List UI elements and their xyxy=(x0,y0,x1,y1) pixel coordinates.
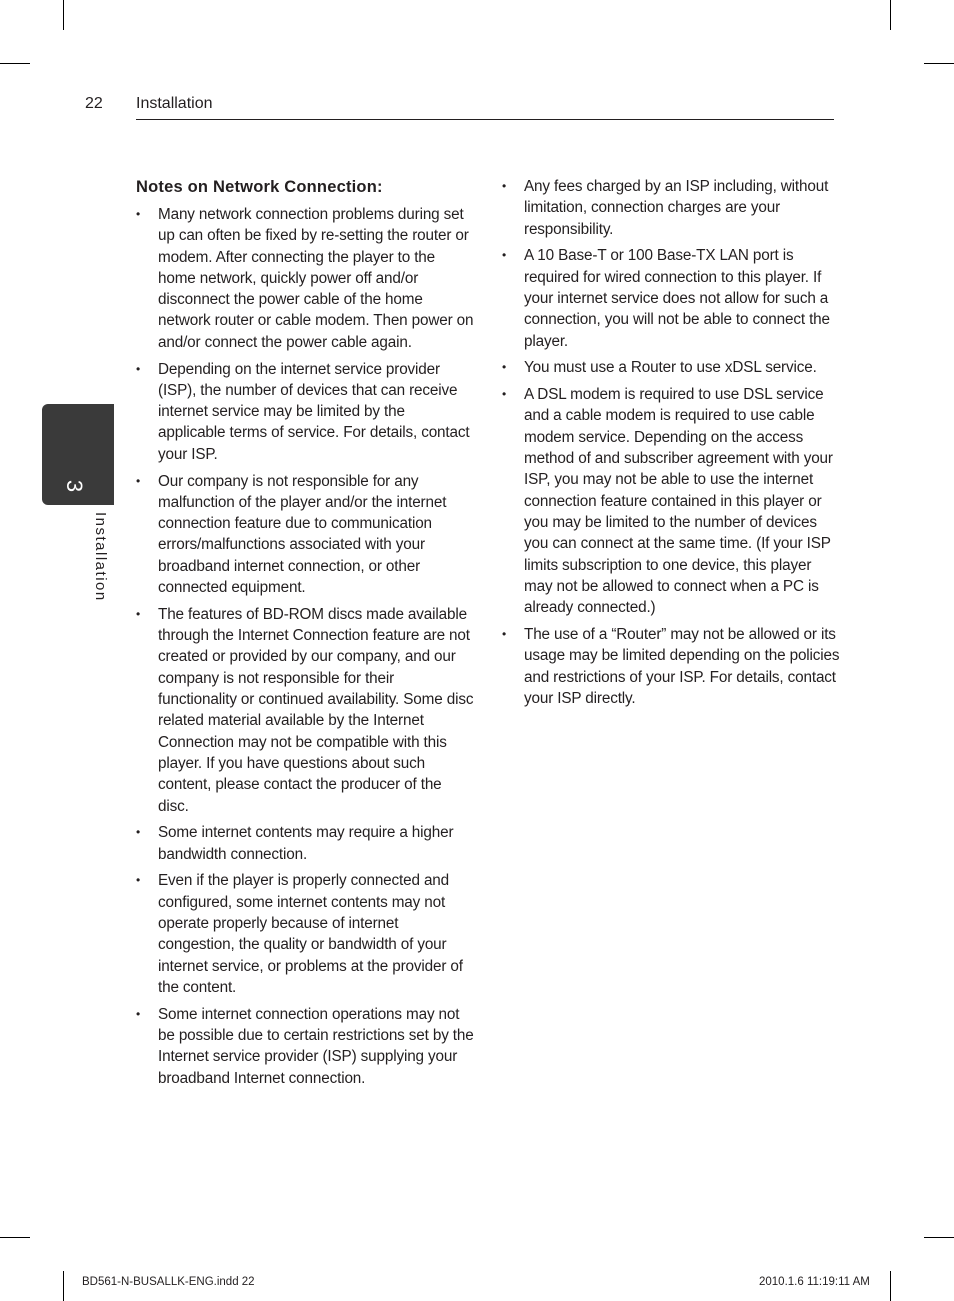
bullet-icon: • xyxy=(502,626,507,641)
bullet-icon: • xyxy=(502,360,507,375)
list-item-text: The features of BD-ROM discs made available through the Internet Connection feature are not created or provided by our company, and our company is not responsible for their functionality or continued availability. Some disc related material available by the Internet Connection may not be compatible with this player. If you have questions about such content, please contact the producer of the disc. xyxy=(158,605,474,815)
bullet-icon: • xyxy=(502,179,507,193)
chapter-number: 3 xyxy=(62,479,87,493)
list-item-text: Our company is not responsible for any malfunction of the player and/or the internet connection feature due to communication errors/malfunctions associated with your broadband internet connection, or other connected equipment. xyxy=(158,472,447,597)
list-item-text: Depending on the internet service provider (ISP), the number of devices that can receive internet service may be limited by the applicable terms of service. For details, contact your ISP. xyxy=(158,360,470,463)
bullet-icon: • xyxy=(136,606,141,621)
list-item-text: You must use a Router to use xDSL service. xyxy=(524,359,817,377)
list-item xyxy=(136,204,476,353)
right-column-list xyxy=(502,176,842,715)
footer-timestamp: 2010.1.6 11:19:11 AM xyxy=(759,1276,870,1288)
list-item xyxy=(502,384,842,618)
crop-mark-bottom-left-horizontal xyxy=(0,1237,30,1238)
bullet-icon: • xyxy=(136,1006,141,1021)
chapter-label: Installation xyxy=(92,512,109,602)
bullet-icon: • xyxy=(136,473,141,488)
left-column-list xyxy=(136,204,476,1094)
bullet-icon: • xyxy=(136,207,141,221)
header-divider xyxy=(136,119,834,120)
list-item-text: Some internet contents may require a higher bandwidth connection. xyxy=(158,824,454,863)
bullet-icon: • xyxy=(136,361,141,376)
crop-mark-bottom-right-vertical xyxy=(890,1271,891,1301)
list-item xyxy=(136,359,476,465)
list-item-text: Many network connection problems during set up can often be fixed by re-setting the router or modem. After connecting the player to the home network, quickly power off and/or disconnect the power cable of the home network router or cable modem. Then power on and/or connect the power cable again. xyxy=(158,206,474,351)
crop-mark-top-right-vertical xyxy=(890,0,891,30)
list-item xyxy=(502,357,842,378)
crop-mark-bottom-left-vertical xyxy=(63,1271,64,1301)
bullet-icon: • xyxy=(136,825,141,840)
bullet-icon: • xyxy=(502,248,507,263)
header-section-title: Installation xyxy=(136,95,213,112)
bullet-icon: • xyxy=(136,873,141,888)
list-item xyxy=(502,176,842,240)
footer-file-info: BD561-N-BUSALLK-ENG.indd 22 xyxy=(82,1276,255,1288)
list-item-text: Some internet connection operations may not be possible due to certain restrictions set by the Internet service provider (ISP) supplying your broadband Internet connection. xyxy=(158,1005,474,1087)
crop-mark-bottom-right-horizontal xyxy=(924,1237,954,1238)
list-item-text: Even if the player is properly connected and configured, some internet contents may not operate properly because of internet congestion, the quality or bandwidth of your internet service, or problems at the provider of the content. xyxy=(158,872,463,996)
list-item-text: Any fees charged by an ISP including, without limitation, connection charges are your responsibility. xyxy=(524,178,829,238)
page-number: 22 xyxy=(85,95,103,112)
section-heading: Notes on Network Connection: xyxy=(136,178,383,196)
list-item xyxy=(502,624,842,709)
bullet-icon: • xyxy=(502,387,507,402)
crop-mark-top-left-horizontal xyxy=(0,63,30,64)
list-item-text: The use of a “Router” may not be allowed or its usage may be limited depending on the policies and restrictions of your ISP. For details, contact your ISP directly. xyxy=(524,625,840,707)
list-item xyxy=(502,245,842,351)
list-item xyxy=(136,1004,476,1089)
list-item-text: A DSL modem is required to use DSL service and a cable modem is required to use cable modem service. Depending on the access method of and subscriber agreement with your ISP, you may not be able to use the internet connection feature contained in this player or you may be limited to the number of devices you can connect at the same time. (If your ISP limits subscription to one device, this player may not be allowed to connect when a PC is already connected.) xyxy=(524,386,833,617)
crop-mark-top-left-vertical xyxy=(63,0,64,30)
list-item xyxy=(136,471,476,599)
list-item xyxy=(136,822,476,865)
list-item xyxy=(136,870,476,998)
crop-mark-top-right-horizontal xyxy=(924,63,954,64)
list-item-text: A 10 Base-T or 100 Base-TX LAN port is required for wired connection to this player. If your internet service does not allow for such a connection, you will not be able to connect the player. xyxy=(524,247,830,350)
list-item xyxy=(136,604,476,817)
